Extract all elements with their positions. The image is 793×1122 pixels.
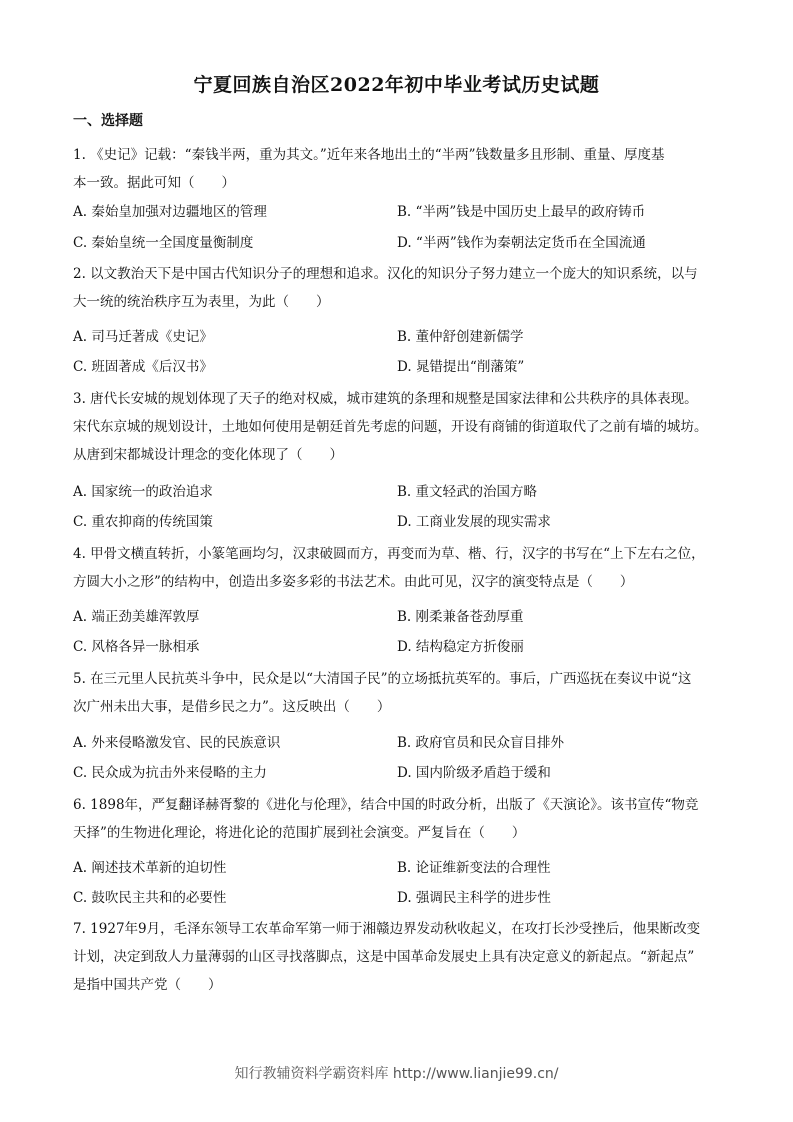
option-d: D. “半两”钱作为秦朝法定货币在全国流通 — [397, 235, 646, 251]
option-d: D. 工商业发展的现实需求 — [397, 514, 551, 530]
option-b: B. 刚柔兼备苍劲厚重 — [397, 609, 524, 625]
options-row — [73, 854, 725, 882]
question-line: 4. 甲骨文横直转折，小篆笔画均匀，汉隶破圆而方，再变而为草、楷、行，汉字的书写在“上下左右之位， — [73, 546, 705, 562]
option-b: B. “半两”钱是中国历史上最早的政府铸币 — [397, 204, 646, 220]
question-line: 方圆大小之形”的结构中，创造出多姿多彩的书法艺术。由此可见，汉字的演变特点是（ ） — [73, 574, 634, 590]
option-c: C. 鼓吹民主共和的必要性 — [73, 890, 227, 906]
question-line: 次广州未出大事，是借乡民之力”。这反映出（ ） — [73, 699, 391, 715]
question-7 — [73, 915, 725, 999]
question-2 — [73, 260, 725, 316]
option-c: C. 风格各异一脉相承 — [73, 639, 200, 655]
option-b: B. 政府官员和民众盲目排外 — [397, 735, 565, 751]
option-d: D. 晁错提出“削藩策” — [397, 359, 525, 375]
option-c: C. 班固著成《后汉书》 — [73, 359, 213, 375]
question-line: 从唐到宋都城设计理念的变化体现了（ ） — [73, 447, 343, 463]
question-line: 2. 以文教治天下是中国古代知识分子的理想和追求。汉化的知识分子努力建立一个庞大的知识系统，以与 — [73, 266, 698, 282]
options-row — [73, 478, 725, 506]
question-line: 天择”的生物进化理论，将进化论的范围扩展到社会演变。严复旨在（ ） — [73, 825, 526, 841]
option-a: A. 司马迁著成《史记》 — [73, 329, 213, 345]
option-d: D. 结构稳定方折俊丽 — [397, 639, 524, 655]
question-line: 7. 1927年9月，毛泽东领导工农革命军第一师于湘赣边界发动秋收起义，在攻打长沙受挫后，他果断改变 — [73, 921, 701, 937]
option-b: B. 重文轻武的治国方略 — [397, 484, 538, 500]
question-4 — [73, 540, 725, 596]
question-line: 1. 《史记》记载：“秦钱半两，重为其文。”近年来各地出土的“半两”钱数量多且形制、重量、厚度基 — [73, 147, 665, 163]
option-b: B. 董仲舒创建新儒学 — [397, 329, 524, 345]
question-1 — [73, 141, 725, 197]
question-3 — [73, 385, 725, 469]
question-line: 本一致。据此可知（ ） — [73, 175, 235, 191]
question-line: 计划，决定到敌人力量薄弱的山区寻找落脚点，这是中国革命发展史上具有决定意义的新起点。“新起点” — [73, 949, 695, 965]
option-a: A. 端正劲美雄浑敦厚 — [73, 609, 200, 625]
options-row — [73, 603, 725, 631]
option-d: D. 国内阶级矛盾趋于缓和 — [397, 765, 551, 781]
option-c: C. 民众成为抗击外来侵略的主力 — [73, 765, 267, 781]
question-line: 宋代东京城的规划设计，土地如何使用是朝廷首先考虑的问题，开设有商铺的街道取代了之前有墙的城坊。 — [73, 419, 708, 435]
options-row — [73, 759, 725, 787]
options-row — [73, 729, 725, 757]
section-heading: 一、选择题 — [73, 113, 143, 129]
options-row — [73, 633, 725, 661]
options-row — [73, 508, 725, 536]
question-line: 6. 1898年，严复翻译赫胥黎的《进化与伦理》，结合中国的时政分析，出版了《天演论》。该书宣传“物竞 — [73, 797, 699, 813]
options-row — [73, 353, 725, 381]
option-d: D. 强调民主科学的进步性 — [397, 890, 551, 906]
option-a: A. 秦始皇加强对边疆地区的管理 — [73, 204, 267, 220]
option-a: A. 外来侵略激发官、民的民族意识 — [73, 735, 281, 751]
question-line: 5. 在三元里人民抗英斗争中，民众是以“大清国子民”的立场抵抗英军的。事后，广西巡抚在奏议中说“这 — [73, 671, 692, 687]
option-c: C. 重农抑商的传统国策 — [73, 514, 213, 530]
question-5 — [73, 665, 725, 721]
option-b: B. 论证维新变法的合理性 — [397, 860, 551, 876]
option-c: C. 秦始皇统一全国度量衡制度 — [73, 235, 254, 251]
question-line: 3. 唐代长安城的规划体现了天子的绝对权威，城市建筑的条理和规整是国家法律和公共秩序的具体表现。 — [73, 391, 698, 407]
page-title: 宁夏回族自治区2022年初中毕业考试历史试题 — [193, 74, 600, 96]
options-row — [73, 884, 725, 912]
footer-watermark: 知行教辅资料学霸资料库 http://www.lianjie99.cn/ — [234, 1066, 559, 1082]
option-a: A. 阐述技术革新的迫切性 — [73, 860, 227, 876]
question-line: 是指中国共产党（ ） — [73, 977, 222, 993]
question-6 — [73, 791, 725, 847]
option-a: A. 国家统一的政治追求 — [73, 484, 213, 500]
question-line: 大一统的统治秩序互为表里，为此（ ） — [73, 294, 330, 310]
options-row — [73, 198, 725, 226]
options-row — [73, 323, 725, 351]
options-row — [73, 229, 725, 257]
